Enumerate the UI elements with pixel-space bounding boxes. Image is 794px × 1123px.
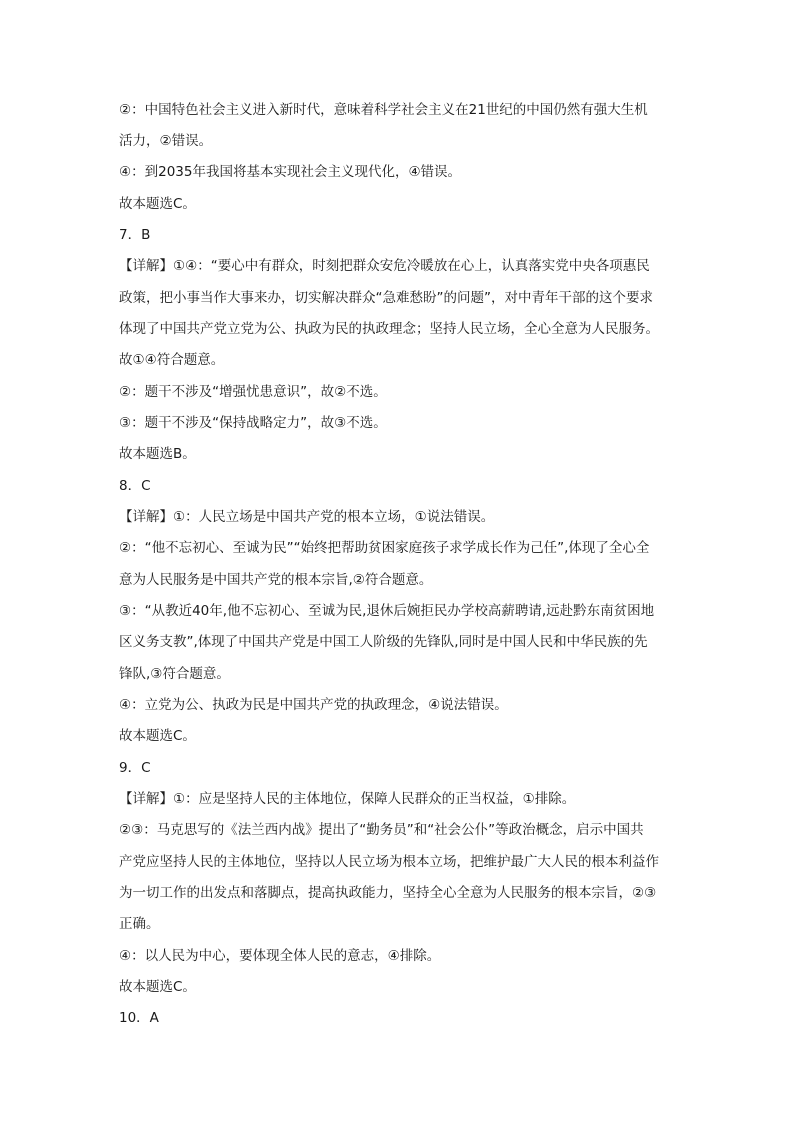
text-line: ②：题干不涉及“增强忧患意识”，故②不选。: [119, 384, 387, 400]
text-line: 故本题选C。: [119, 196, 196, 212]
text-line: 活力，②错误。: [119, 133, 213, 149]
text-line: ②：中国特色社会主义进入新时代，意味着科学社会主义在21世纪的中国仍然有强大生机: [119, 102, 648, 118]
question-number: 9．C: [119, 760, 151, 776]
text-line: 正确。: [119, 916, 160, 932]
text-line: 锋队,③符合题意。: [119, 666, 230, 682]
text-line: 政策，把小事当作大事来办，切实解决群众“急难愁盼”的问题”，对中青年干部的这个要求: [119, 290, 653, 306]
question-number: 10．A: [119, 1010, 159, 1026]
text-line: 区义务支教”,体现了中国共产党是中国工人阶级的先锋队,同时是中国人民和中华民族的先: [119, 634, 648, 650]
text-line: 故本题选C。: [119, 979, 196, 995]
text-line: 【详解】①：人民立场是中国共产党的根本立场，①说法错误。: [119, 509, 495, 525]
text-line: ③：“从教近40年,他不忘初心、至诚为民,退休后婉拒民办学校高薪聘请,远赴黔东南贫困地: [119, 603, 655, 619]
text-line: 产党应坚持人民的主体地位，坚持以人民立场为根本立场，把维护最广大人民的根本利益作: [119, 854, 659, 870]
text-line: ③：题干不涉及“保持战略定力”，故③不选。: [119, 415, 387, 431]
question-number: 7．B: [119, 227, 151, 243]
text-line: ②③：马克思写的《法兰西内战》提出了“勤务员”和“社会公仆”等政治概念，启示中国共: [119, 822, 644, 838]
text-line: ④：到2035年我国将基本实现社会主义现代化，④错误。: [119, 164, 462, 180]
text-line: ②：“他不忘初心、至诚为民”“始终把帮助贫困家庭孩子求学成长作为己任”,体现了全心全: [119, 540, 650, 556]
text-line: 【详解】①：应是坚持人民的主体地位，保障人民群众的正当权益，①排除。: [119, 791, 576, 807]
text-line: 故本题选C。: [119, 728, 196, 744]
text-line: 【详解】①④：“要心中有群众，时刻把群众安危冷暖放在心上，认真落实党中央各项惠民: [119, 258, 650, 274]
text-line: ④：立党为公、执政为民是中国共产党的执政理念，④说法错误。: [119, 697, 508, 713]
text-line: 为一切工作的出发点和落脚点，提高执政能力，坚持全心全意为人民服务的根本宗旨，②③: [119, 885, 657, 901]
text-line: 意为人民服务是中国共产党的根本宗旨,②符合题意。: [119, 572, 433, 588]
text-line: ④：以人民为中心，要体现全体人民的意志，④排除。: [119, 948, 441, 964]
text-line: 故本题选B。: [119, 446, 196, 462]
question-number: 8．C: [119, 478, 151, 494]
text-line: 体现了中国共产党立党为公、执政为民的执政理念；坚持人民立场，全心全意为人民服务。: [119, 321, 659, 337]
text-line: 故①④符合题意。: [119, 352, 225, 368]
